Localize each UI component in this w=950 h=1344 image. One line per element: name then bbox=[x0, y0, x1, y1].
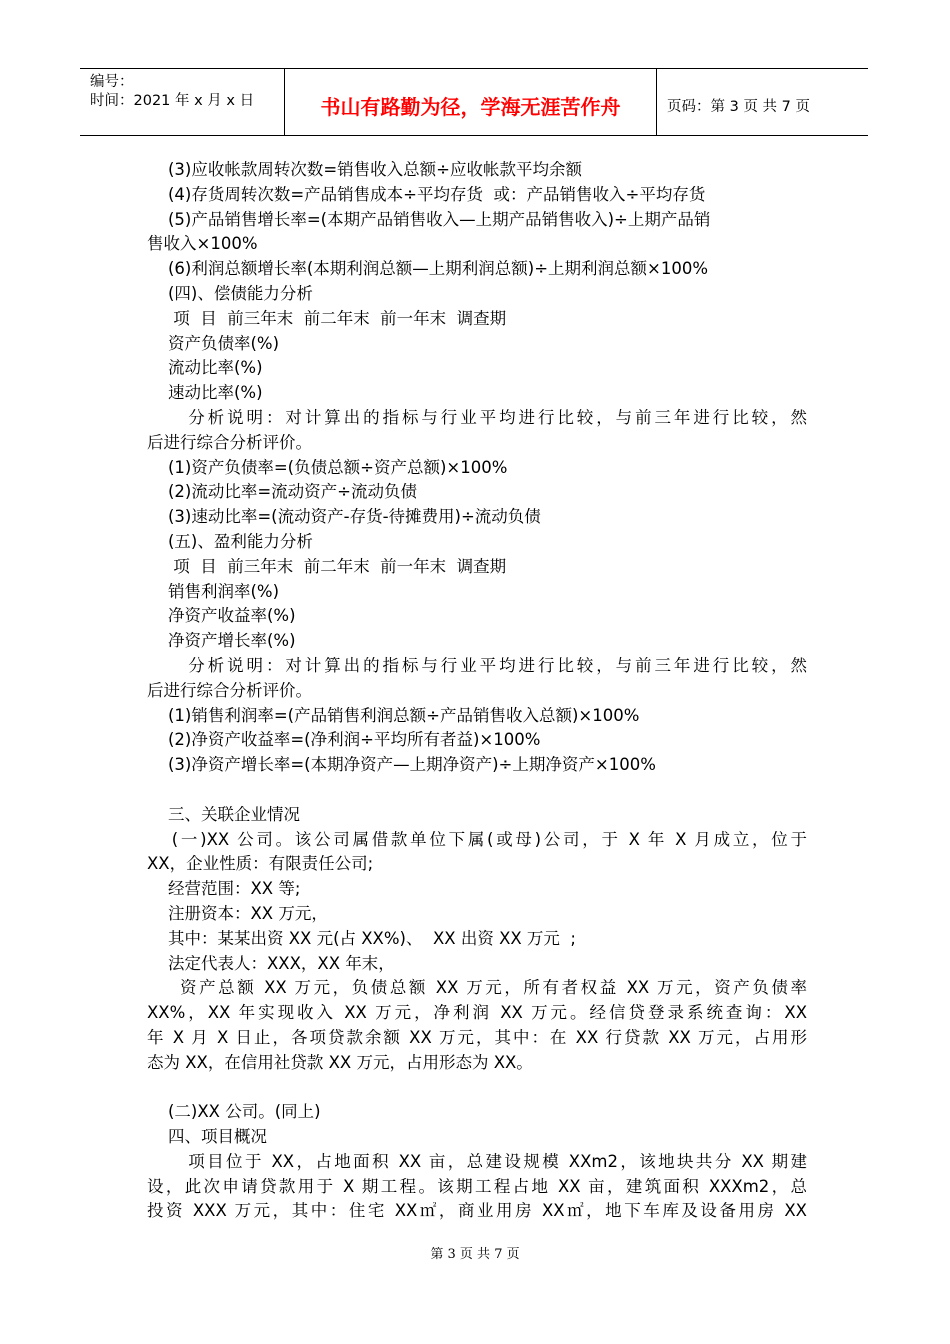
document-date: 时间：2021 年 x 月 x 日 bbox=[90, 93, 255, 109]
text-line: (1)销售利润率=(产品销售利润总额÷产品销售收入总额)×100% bbox=[147, 705, 640, 725]
text-line: (一)XX 公司。该公司属借款单位下属(或母)公司，于 X 年 X 月成立，位于 bbox=[171, 829, 807, 849]
text-line: 速动比率(%) bbox=[147, 383, 263, 403]
page-footer: 第 3 页 共 7 页 bbox=[430, 1247, 520, 1262]
text-line: (2)流动比率=流动资产÷流动负债 bbox=[147, 482, 418, 502]
text-line: 流动比率(%) bbox=[147, 358, 263, 378]
text-line: (3)净资产增长率=(本期净资产—上期净资产)÷上期净资产×100% bbox=[147, 755, 656, 775]
text-line: 三、关联企业情况 bbox=[147, 804, 300, 824]
text-line: (3)应收帐款周转次数=销售收入总额÷应收帐款平均余额 bbox=[147, 160, 583, 179]
text-line: 销售利润率(%) bbox=[147, 581, 280, 601]
header-page-info: 页码：第 3 页 共 7 页 bbox=[667, 98, 810, 115]
text-line: 后进行综合分析评价。 bbox=[147, 680, 312, 700]
document-number-label: 编号： bbox=[90, 74, 134, 90]
header-motto: 书山有路勤为径，学海无涯苦作舟 bbox=[285, 69, 657, 135]
text-line: 项目位于 XX，占地面积 XX 亩，总建设规模 XXm2，该地块共分 XX 期建 bbox=[188, 1151, 807, 1171]
text-line: (4)存货周转次数=产品销售成本÷平均存货 或：产品销售收入÷平均存货 bbox=[147, 184, 706, 204]
text-line: XX%，XX 年实现收入 XX 万元，净利润 XX 万元。经信贷登录系统查询：XX bbox=[147, 1003, 807, 1023]
text-line: (6)利润总额增长率(本期利润总额—上期利润总额)÷上期利润总额×100% bbox=[147, 259, 709, 279]
text-line: (五)、盈利能力分析 bbox=[147, 531, 313, 551]
text-line: 设，此次申请贷款用于 X 期工程。该期工程占地 XX 亩，建筑面积 XXXm2，总 bbox=[147, 1176, 807, 1196]
text-line: 资产总额 XX 万元，负债总额 XX 万元，所有者权益 XX 万元，资产负债率 bbox=[180, 978, 807, 998]
text-line: 资产负债率(%) bbox=[147, 333, 280, 353]
text-line: 法定代表人：XXX，XX 年末， bbox=[147, 953, 395, 973]
document-body bbox=[147, 158, 807, 1224]
text-line: (四)、偿债能力分析 bbox=[147, 283, 313, 303]
text-line: (3)速动比率=(流动资产-存货-待摊费用)÷流动负债 bbox=[147, 507, 541, 527]
blank-line bbox=[147, 1075, 807, 1100]
header-left-cell bbox=[80, 69, 285, 135]
text-line: 售收入×100% bbox=[147, 234, 258, 254]
page-header bbox=[80, 68, 868, 136]
text-line: 经营范围：XX 等; bbox=[147, 879, 301, 899]
text-line: XX，企业性质：有限责任公司; bbox=[147, 854, 374, 874]
text-line: 四、项目概况 bbox=[147, 1127, 267, 1147]
text-line: 项 目 前三年末 前二年末 前一年末 调查期 bbox=[147, 308, 507, 328]
text-line: (1)资产负债率=(负债总额÷资产总额)×100% bbox=[147, 457, 508, 477]
text-line: 年 X 月 X 日止，各项贷款余额 XX 万元，其中：在 XX 行贷款 XX 万元，占用形 bbox=[147, 1027, 807, 1047]
text-line: 注册资本：XX 万元， bbox=[147, 903, 328, 923]
text-line: (5)产品销售增长率=(本期产品销售收入—上期产品销售收入)÷上期产品销 bbox=[147, 209, 711, 229]
text-line: 净资产增长率(%) bbox=[147, 631, 296, 651]
text-line: 项 目 前三年末 前二年末 前一年末 调查期 bbox=[147, 556, 507, 576]
text-line: 分析说明：对计算出的指标与行业平均进行比较，与前三年进行比较，然 bbox=[188, 655, 807, 675]
text-line: 其中：某某出资 XX 元(占 XX%)、 XX 出资 XX 万元 ; bbox=[147, 928, 576, 948]
text-line: 态为 XX，在信用社贷款 XX 万元，占用形态为 XX。 bbox=[147, 1052, 533, 1072]
text-line: (2)净资产收益率=(净利润÷平均所有者益)×100% bbox=[147, 730, 541, 750]
text-line: 后进行综合分析评价。 bbox=[147, 432, 312, 452]
text-line: (二)XX 公司。(同上) bbox=[147, 1102, 321, 1122]
text-line: 净资产收益率(%) bbox=[147, 606, 296, 626]
text-line: 分析说明：对计算出的指标与行业平均进行比较，与前三年进行比较，然 bbox=[188, 407, 807, 427]
blank-line bbox=[147, 778, 807, 803]
text-line: 投资 XXX 万元，其中：住宅 XX㎡，商业用房 XX㎡，地下车库及设备用房 XX bbox=[147, 1201, 807, 1221]
